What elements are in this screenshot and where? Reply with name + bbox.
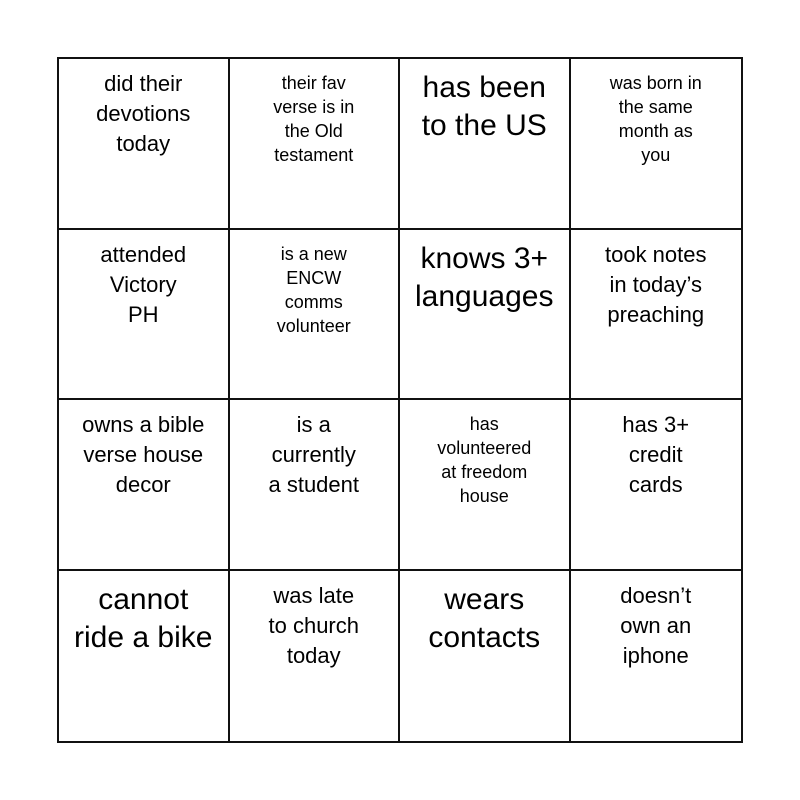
bingo-cell-text: doesn’t own an iphone (620, 582, 692, 668)
bingo-cell-text: cannot ride a bike (74, 582, 213, 654)
bingo-cell[interactable] (59, 571, 230, 742)
bingo-cell[interactable] (400, 571, 571, 742)
bingo-card (57, 57, 743, 743)
bingo-cell-text: knows 3+ languages (415, 241, 554, 313)
bingo-cell[interactable] (230, 571, 401, 742)
bingo-cell[interactable] (571, 400, 742, 571)
bingo-cell[interactable] (400, 230, 571, 401)
bingo-cell-text: was late to church today (268, 582, 359, 668)
bingo-cell[interactable] (59, 59, 230, 230)
bingo-cell[interactable] (400, 59, 571, 230)
bingo-cell[interactable] (59, 400, 230, 571)
bingo-cell-text: did their devotions today (96, 71, 191, 156)
bingo-cell[interactable] (230, 230, 401, 401)
bingo-cell-text: their fav verse is in the Old testament (273, 73, 355, 165)
bingo-cell-text: has 3+ credit cards (622, 412, 690, 497)
bingo-cell[interactable] (230, 400, 401, 571)
bingo-cell-text: was born in the same month as you (609, 73, 702, 165)
bingo-cell[interactable] (400, 400, 571, 571)
bingo-cell[interactable] (59, 230, 230, 401)
bingo-cell-text: has volunteered at freedom house (437, 414, 532, 506)
bingo-cell-text: wears contacts (428, 582, 541, 654)
bingo-cell[interactable] (571, 59, 742, 230)
bingo-cell-text: has been to the US (421, 71, 547, 142)
bingo-cell[interactable] (571, 230, 742, 401)
bingo-cell-text: attended Victory PH (100, 241, 187, 327)
bingo-cell[interactable] (571, 571, 742, 742)
bingo-cell[interactable] (230, 59, 401, 230)
bingo-cell-text: owns a bible verse house decor (82, 412, 205, 497)
bingo-cell-text: is a currently a student (268, 412, 359, 497)
bingo-cell-text: is a new ENCW comms volunteer (276, 243, 351, 336)
bingo-cell-text: took notes in today’s preaching (604, 241, 707, 327)
